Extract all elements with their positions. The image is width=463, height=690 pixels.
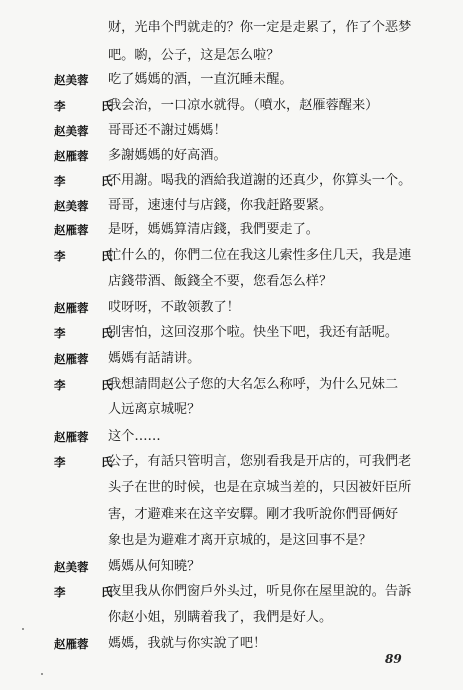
speaker-name: 赵雁蓉: [54, 223, 89, 237]
dialogue-line: [0, 169, 463, 193]
speaker-name: 李 氏: [54, 249, 125, 263]
dialogue-text-line: 夜里我从你們窗戶外头过，听見你在屋里說的。告訴: [108, 584, 412, 599]
scan-speck: [41, 673, 43, 675]
dialogue-text-line: 媽媽有話請讲。: [108, 351, 201, 366]
speaker-name: 赵美蓉: [54, 199, 89, 213]
dialogue-continuation: [0, 476, 463, 500]
dialogue-text-line: 别害怕，这回沒那个啦。快坐下吧，我还有話呢。: [108, 325, 399, 340]
dialogue-line: [0, 321, 463, 345]
dialogue-line: [0, 450, 463, 474]
dialogue-text-line: 店錢带酒、飯錢全不要，您看怎么样？: [108, 274, 333, 289]
dialogue-continuation: [0, 44, 463, 68]
dialogue-text-line: 哥哥，速速付与店錢，你我赶路要紧。: [108, 198, 333, 213]
dialogue-text-line: 人远离京城呢？: [108, 402, 201, 417]
dialogue-text-line: 吧。喲，公子，这是怎么啦？: [108, 48, 280, 63]
dialogue-text-line: 哎呀呀，不敢领教了！: [108, 300, 240, 315]
dialogue-line: [0, 218, 463, 242]
dialogue-line: [0, 94, 463, 118]
dialogue-text-line: 我想請問赵公子您的大名怎么称呼，为什么兄妹二: [108, 377, 399, 392]
speaker-name: 李 氏: [54, 326, 125, 340]
speaker-name: 赵雁蓉: [54, 637, 89, 651]
speaker-name: 李 氏: [54, 455, 125, 469]
dialogue-line: [0, 580, 463, 604]
speaker-name: 赵雁蓉: [54, 149, 89, 163]
dialogue-text-line: 不用謝。喝我的酒給我道謝的还真少，你算头一个。: [108, 173, 412, 188]
dialogue-text-line: 哥哥还不謝过媽媽！: [108, 123, 227, 138]
dialogue-line: [0, 144, 463, 168]
speaker-name: 赵美蓉: [54, 124, 89, 138]
dialogue-text-line: 媽媽，我就与你实說了吧！: [108, 636, 267, 651]
dialogue-text-line: 忙什么的，你們二位在我这儿索性多住几天，我是連: [108, 248, 412, 263]
speaker-name: 赵美蓉: [54, 73, 89, 87]
dialogue-line: [0, 373, 463, 397]
dialogue-line: [0, 244, 463, 268]
page-number: 89: [385, 652, 402, 666]
speaker-name: 赵雁蓉: [54, 352, 89, 366]
speaker-name: 赵美蓉: [54, 560, 89, 574]
speaker-name: 李 氏: [54, 585, 125, 599]
dialogue-continuation: [0, 503, 463, 527]
dialogue-text-line: 你赵小姐，别瞒着我了，我們是好人。: [108, 610, 333, 625]
dialogue-line: [0, 68, 463, 92]
dialogue-text-line: 害，才避难来在这辛安驛。剛才我听說你們哥俩好: [108, 507, 399, 522]
dialogue-line: [0, 425, 463, 449]
dialogue-text-line: 多謝媽媽的好高酒。: [108, 148, 227, 163]
dialogue-text-line: 这个……: [108, 429, 161, 444]
dialogue-line: [0, 347, 463, 371]
dialogue-text-line: 财，光串个門就走的？你一定是走累了，作了个恶梦: [108, 20, 412, 35]
speaker-name: 李 氏: [54, 378, 125, 392]
dialogue-continuation: [0, 606, 463, 630]
speaker-name: 赵雁蓉: [54, 301, 89, 315]
dialogue-text-line: 头子在世的时候，也是在京城当差的，只因被奸臣所: [108, 480, 412, 495]
dialogue-line: [0, 119, 463, 143]
dialogue-text-line: 公子，有話只管明言，您别看我是开店的，可我們老: [108, 454, 412, 469]
dialogue-continuation: [0, 529, 463, 553]
dialogue-text-line: 媽媽从何知曉？: [108, 559, 201, 574]
dialogue-text-line: 吃了媽媽的酒，一直沉睡未醒。: [108, 72, 293, 87]
dialogue-text-line: 我会治，一口凉水就得。（噴水，赵雁蓉醒来）: [108, 98, 379, 113]
dialogue-continuation: [0, 16, 463, 40]
dialogue-line: [0, 194, 463, 218]
dialogue-line: [0, 296, 463, 320]
speaker-name: 赵雁蓉: [54, 430, 89, 444]
scan-speck: [22, 628, 24, 630]
dialogue-continuation: [0, 398, 463, 422]
dialogue-continuation: [0, 270, 463, 294]
speaker-name: 李 氏: [54, 99, 125, 113]
dialogue-text-line: 是呀，媽媽算清店錢，我們要走了。: [108, 222, 319, 237]
dialogue-text-line: 象也是为避难才离开京城的，是这回事不是？: [108, 533, 372, 548]
dialogue-line: [0, 555, 463, 579]
speaker-name: 李 氏: [54, 174, 125, 188]
